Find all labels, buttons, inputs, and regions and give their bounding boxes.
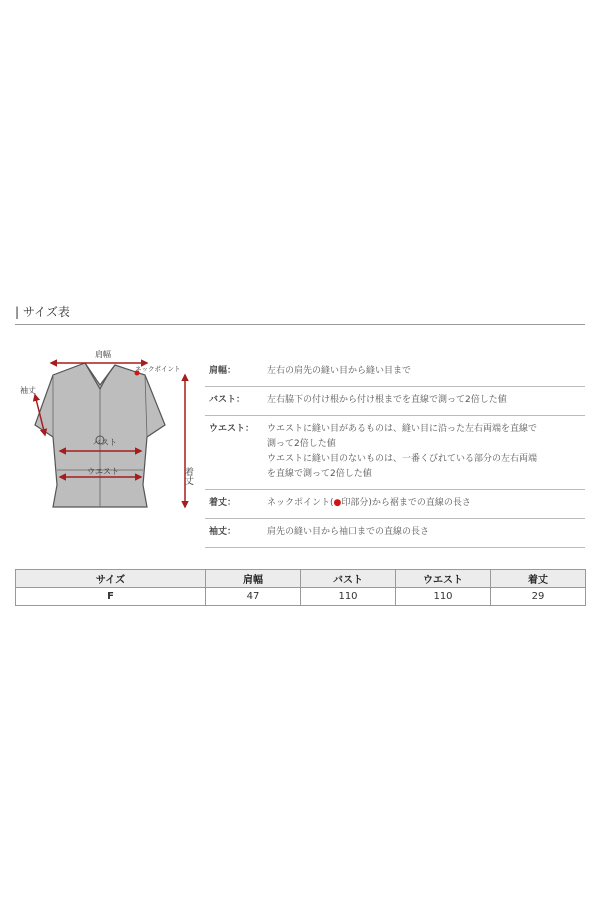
desc-text: 印部分)から裾までの直線の長さ bbox=[341, 498, 471, 508]
size-table bbox=[15, 569, 586, 606]
desc-line: 左右の肩先の縫い目から縫い目まで bbox=[267, 366, 412, 376]
desc-row-bust bbox=[205, 387, 585, 416]
column-header: バスト bbox=[301, 570, 396, 588]
desc-term: 着丈： bbox=[209, 498, 237, 508]
desc-term: ウエスト： bbox=[209, 424, 255, 434]
measurement-descriptions bbox=[205, 358, 585, 548]
desc-term: バスト： bbox=[209, 395, 246, 405]
desc-definition bbox=[267, 393, 507, 408]
desc-line: 測って2倍した値 bbox=[267, 439, 336, 449]
column-header: ウエスト bbox=[396, 570, 491, 588]
length-label: 着丈 bbox=[183, 467, 193, 485]
desc-line: 肩先の縫い目から袖口までの直線の長さ bbox=[267, 527, 430, 537]
desc-definition bbox=[267, 496, 471, 511]
table-cell: 110 bbox=[396, 588, 491, 606]
table-cell: 29 bbox=[491, 588, 586, 606]
desc-term: 肩幅： bbox=[209, 366, 237, 376]
bust-label: バスト bbox=[93, 438, 117, 447]
garment-diagram bbox=[15, 345, 210, 525]
column-header: 着丈 bbox=[491, 570, 586, 588]
waist-label: ウエスト bbox=[87, 467, 119, 476]
desc-row-shoulder bbox=[205, 358, 585, 387]
desc-row-waist bbox=[205, 416, 585, 490]
desc-term: 袖丈： bbox=[209, 527, 237, 537]
desc-line: ウエストに縫い目があるものは、縫い目に沿った左右両端を直線で bbox=[267, 424, 538, 434]
desc-line: 左右脇下の付け根から付け根までを直線で測って2倍した値 bbox=[267, 395, 507, 405]
desc-text: ネックポイント( bbox=[267, 498, 334, 508]
table-cell: 47 bbox=[206, 588, 301, 606]
shoulder-label: 肩幅 bbox=[95, 350, 111, 359]
column-header: サイズ bbox=[16, 570, 206, 588]
title-divider bbox=[15, 324, 585, 325]
section-title: | サイズ表 bbox=[15, 305, 70, 319]
desc-definition bbox=[267, 422, 537, 482]
table-cell: 110 bbox=[301, 588, 396, 606]
table-row bbox=[16, 588, 586, 606]
column-header: 肩幅 bbox=[206, 570, 301, 588]
table-cell: F bbox=[16, 588, 206, 606]
table-header-row bbox=[16, 570, 586, 588]
desc-line: ウエストに縫い目のないものは、一番くびれている部分の左右両端 bbox=[267, 454, 538, 464]
desc-row-sleeve bbox=[205, 519, 585, 548]
desc-row-length bbox=[205, 490, 585, 519]
neck-point-label: ネックポイント bbox=[135, 365, 181, 373]
red-dot-icon: ● bbox=[333, 498, 342, 508]
desc-definition bbox=[267, 364, 411, 379]
sleeve-label: 袖丈 bbox=[20, 386, 36, 395]
desc-line bbox=[267, 496, 471, 511]
desc-definition bbox=[267, 525, 429, 540]
desc-line: を直線で測って2倍した値 bbox=[267, 469, 372, 479]
